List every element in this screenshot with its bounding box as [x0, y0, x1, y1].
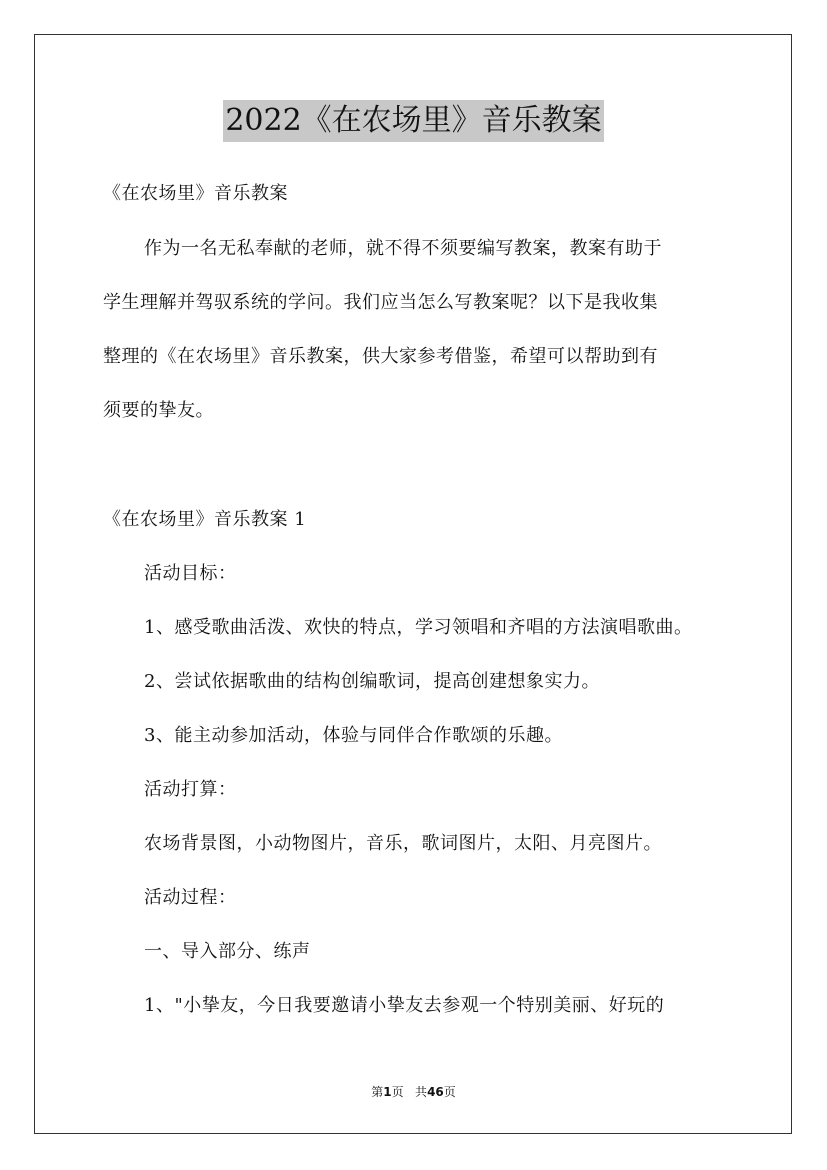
footer-total-unit: 页 — [443, 1085, 456, 1099]
footer-total-pages: 46 — [427, 1085, 444, 1099]
goal-item-1: 1、感受歌曲活泼、欢快的特点，学习领唱和齐唱的方法演唱歌曲。 — [144, 617, 693, 638]
document-subtitle: 《在农场里》音乐教案 — [103, 183, 288, 204]
footer-page-unit: 页 — [391, 1085, 404, 1099]
intro-line-1: 作为一名无私奉献的老师，就不得不须要编写教案，教案有助于 — [144, 238, 662, 259]
goal-item-3: 3、能主动参加活动，体验与同伴合作歌颂的乐趣。 — [144, 725, 563, 746]
intro-line-3: 整理的《在农场里》音乐教案，供大家参考借鉴，希望可以帮助到有 — [103, 346, 658, 367]
footer-prefix: 第 — [371, 1085, 384, 1099]
intro-line-4: 须要的挚友。 — [103, 400, 214, 421]
page-footer — [0, 1084, 827, 1100]
process-heading: 活动过程： — [144, 887, 237, 908]
process-line: 1、"小挚友，今日我要邀请小挚友去参观一个特别美丽、好玩的 — [144, 995, 665, 1016]
intro-line-2: 学生理解并驾驭系统的学问。我们应当怎么写教案呢？以下是我收集 — [103, 292, 658, 313]
footer-total-prefix: 共 — [415, 1085, 428, 1099]
section-title: 《在农场里》音乐教案 1 — [103, 509, 307, 530]
title-wrap — [0, 100, 827, 142]
document-title: 2022《在农场里》音乐教案 — [223, 100, 603, 142]
prep-heading: 活动打算： — [144, 779, 237, 800]
prep-text: 农场背景图，小动物图片，音乐，歌词图片，太阳、月亮图片。 — [144, 833, 662, 854]
goal-item-2: 2、尝试依据歌曲的结构创编歌词，提高创建想象实力。 — [144, 671, 600, 692]
footer-page-number: 1 — [383, 1085, 392, 1099]
goals-heading: 活动目标： — [144, 563, 237, 584]
process-step: 一、导入部分、练声 — [144, 941, 311, 962]
